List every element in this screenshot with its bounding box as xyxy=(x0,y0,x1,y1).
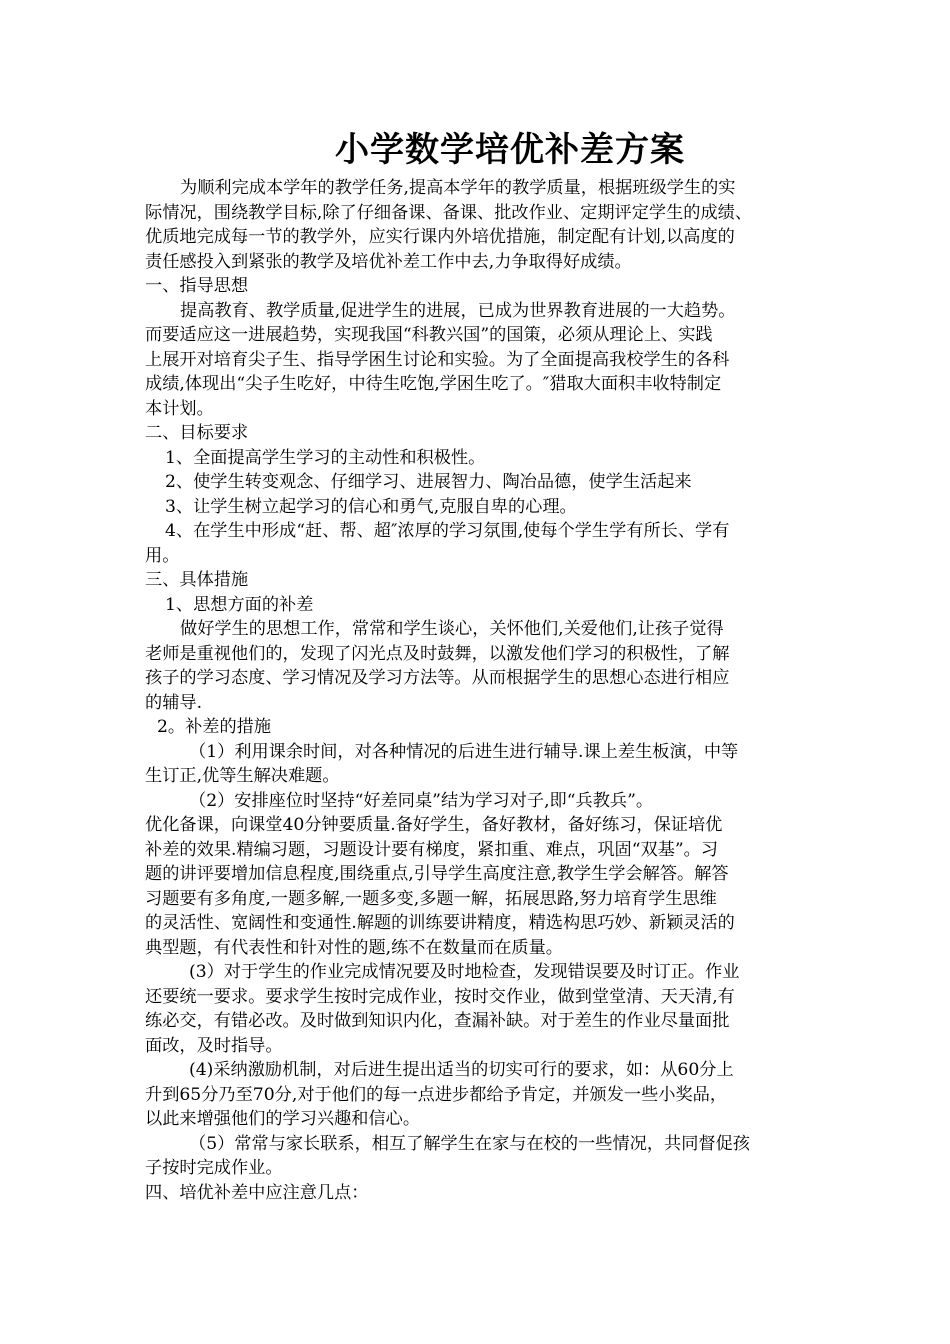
paragraph-line: 子按时完成作业。 xyxy=(145,1158,283,1178)
paragraph-line: 面改，及时指导。 xyxy=(145,1035,283,1056)
paragraph-line: 用。 xyxy=(145,545,180,566)
paragraph-line: 升到65分乃至70分,对于他们的每一点进步都给予肯定，并颁发一些小奖品， xyxy=(145,1084,728,1105)
paragraph-line: 的辅导. xyxy=(145,692,203,713)
list-item: (3）对于学生的作业完成情况要及时地检查，发现错误要及时订正。作业 xyxy=(189,962,740,982)
paragraph-line: 习题要有多角度,一题多解,一题多变,多题一解，拓展思路,努力培育学生思维 xyxy=(145,888,717,909)
list-item: 4、在学生中形成“赶、帮、超″浓厚的学习氛围,使每个学生学有所长、学有 xyxy=(165,521,730,541)
paragraph-line: 而要适应这一进展趋势，实现我国“科教兴国”的国策，必须从理论上、实践 xyxy=(145,325,713,345)
paragraph-line: 的灵活性、宽阔性和变通性.解题的训练要讲精度，精选构思巧妙、新颖灵活的 xyxy=(145,913,735,933)
paragraph-line: 成绩,体现出“尖子生吃好，中待生吃饱,学困生吃了。″猎取大面积丰收特制定 xyxy=(145,374,722,394)
section-heading: 三、具体措施 xyxy=(145,570,249,590)
paragraph-line: 补差的效果.精编习题，习题设计要有梯度，紧扣重、难点，巩固“双基”。习 xyxy=(145,839,719,860)
paragraph-line: 责任感投入到紧张的教学及培优补差工作中去,力争取得好成绩。 xyxy=(145,251,632,272)
paragraph-line: 做好学生的思想工作，常常和学生谈心，关怀他们,关爱他们,让孩子觉得 xyxy=(180,619,724,639)
list-item: （1）利用课余时间，对各种情况的后进生进行辅导.课上差生板演，中等 xyxy=(189,741,739,762)
paragraph-line: 孩子的学习态度、学习情况及学习方法等。从而根据学生的思想心态进行相应 xyxy=(145,668,730,688)
paragraph-line: 本计划。 xyxy=(145,398,214,419)
section-heading: 二、目标要求 xyxy=(145,423,249,443)
subsection-heading: 2。补差的措施 xyxy=(157,717,272,737)
paragraph-line: 际情况，围绕教学目标,除了仔细备课、备课、批改作业、定期评定学生的成绩、 xyxy=(145,202,753,223)
paragraph-line: 以此来增强他们的学习兴趣和信心。 xyxy=(145,1109,421,1129)
list-item: 3、让学生树立起学习的信心和勇气,克服自卑的心理。 xyxy=(165,496,577,517)
paragraph-line: 老师是重视他们的，发现了闪光点及时鼓舞，以激发他们学习的积极性，了解 xyxy=(145,643,730,664)
document-body xyxy=(145,176,815,1205)
list-item: （5）常常与家长联系，相互了解学生在家与在校的一些情况，共同督促孩 xyxy=(189,1133,750,1154)
list-item: 2、使学生转变观念、仔细学习、进展智力、陶冶品德，使学生活起来 xyxy=(165,472,692,492)
subsection-heading: 1、思想方面的补差 xyxy=(165,594,314,615)
paragraph-line: 提高教育、教学质量,促进学生的进展，已成为世界教育进展的一大趋势。 xyxy=(180,300,736,321)
paragraph-line: 优化备课，向课堂40分钟要质量.备好学生，备好教材，备好练习，保证培优 xyxy=(145,815,723,835)
paragraph-line: 生订正,优等生解决难题。 xyxy=(145,766,340,786)
document-title: 小学数学培优补差方案 xyxy=(335,130,685,170)
paragraph-line: 还要统一要求。要求学生按时完成作业，按时交作业，做到堂堂清、天天清,有 xyxy=(145,986,735,1007)
list-item: 1、全面提高学生学习的主动性和积极性。 xyxy=(165,447,486,468)
section-heading: 四、培优补差中应注意几点： xyxy=(145,1182,369,1203)
section-heading: 一、指导思想 xyxy=(145,276,249,296)
paragraph-line: 上展开对培育尖子生、指导学困生讨论和实验。为了全面提高我校学生的各科 xyxy=(145,349,730,370)
list-item: (4)采纳激励机制，对后进生提出适当的切实可行的要求，如：从60分上 xyxy=(189,1060,734,1080)
paragraph-line: 为顺利完成本学年的教学任务,提高本学年的教学质量，根据班级学生的实 xyxy=(180,178,736,198)
paragraph-line: 题的讲评要增加信息程度,围绕重点,引导学生高度注意,教学生学会解答。解答 xyxy=(145,864,729,884)
paragraph-line: 典型题，有代表性和针对性的题,练不在数量而在质量。 xyxy=(145,937,563,958)
paragraph-line: 优质地完成每一节的教学外，应实行课内外培优措施，制定配有计划,以高度的 xyxy=(145,227,735,247)
paragraph-line: 练必交，有错必改。及时做到知识内化，查漏补缺。对于差生的作业尽量面批 xyxy=(145,1011,730,1031)
list-item: （2）安排座位时坚持“好差同桌”结为学习对子,即“兵教兵”。 xyxy=(189,790,654,811)
